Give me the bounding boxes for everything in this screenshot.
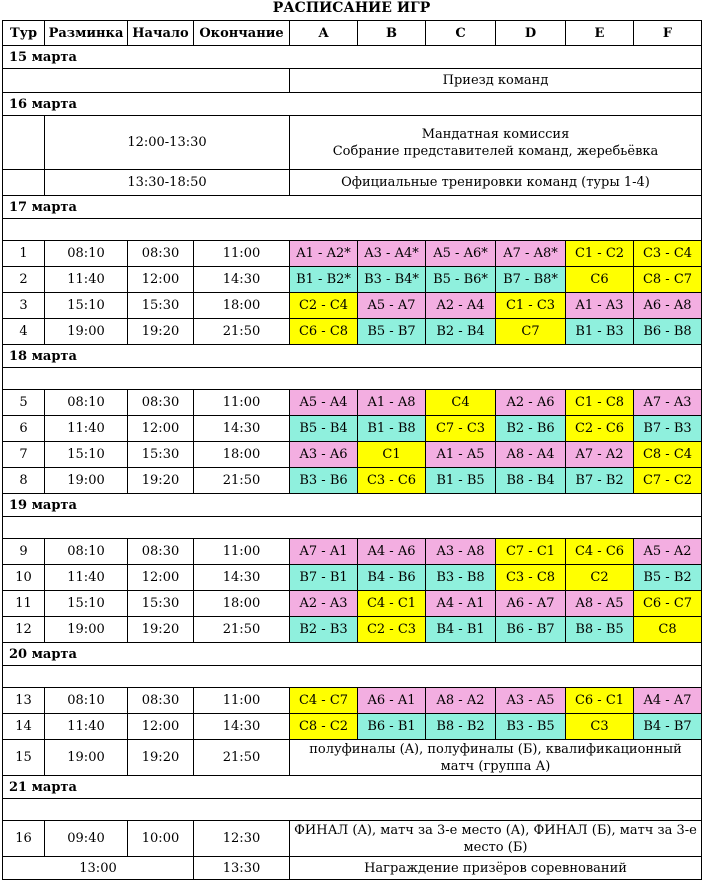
day-date: 16 марта: [3, 93, 702, 116]
game-court-a: C6 - C8: [290, 319, 358, 345]
start-time: 19:20: [128, 740, 194, 776]
day-date: 21 марта: [3, 776, 702, 799]
start-time: 19:20: [128, 468, 194, 494]
round-row: [3, 740, 702, 776]
game-court-c: A3 - A8: [426, 539, 496, 565]
game-court-a: C8 - C2: [290, 714, 358, 740]
warmup-time: 19:00: [45, 468, 128, 494]
game-court-d: B7 - B8*: [496, 267, 566, 293]
round-number: 3: [3, 293, 45, 319]
round-row: [3, 241, 702, 267]
game-court-b: C1: [358, 442, 426, 468]
game-court-b: A1 - A8: [358, 390, 426, 416]
round-number: 7: [3, 442, 45, 468]
spacer-cell: [3, 170, 45, 196]
end-time: 21:50: [194, 319, 290, 345]
spacer-row: [3, 666, 702, 688]
round-row: [3, 390, 702, 416]
game-court-f: A4 - A7: [634, 688, 702, 714]
start-time: 12:00: [128, 714, 194, 740]
game-court-b: B4 - B6: [358, 565, 426, 591]
game-court-e: C6: [566, 267, 634, 293]
game-court-b: B1 - B8: [358, 416, 426, 442]
game-court-d: A3 - A5: [496, 688, 566, 714]
game-court-d: B3 - B5: [496, 714, 566, 740]
game-court-f: B5 - B2: [634, 565, 702, 591]
header-court-d: D: [496, 21, 566, 46]
spacer-cell: [3, 116, 45, 170]
warmup-time: 19:00: [45, 617, 128, 643]
game-court-e: C3: [566, 714, 634, 740]
round-number: 8: [3, 468, 45, 494]
start-time: 08:30: [128, 688, 194, 714]
header-round: Тур: [3, 21, 45, 46]
round-number: 13: [3, 688, 45, 714]
warmup-time: 11:40: [45, 714, 128, 740]
training-time: 13:30-18:50: [45, 170, 290, 196]
round-row: [3, 565, 702, 591]
day-date: 18 марта: [3, 345, 702, 368]
round-row: [3, 688, 702, 714]
game-court-a: C2 - C4: [290, 293, 358, 319]
warmup-time: 11:40: [45, 565, 128, 591]
round-number: 12: [3, 617, 45, 643]
game-court-e: B7 - B2: [566, 468, 634, 494]
header-start: Начало: [128, 21, 194, 46]
warmup-time: 08:10: [45, 390, 128, 416]
award-start-time: 13:00: [3, 857, 194, 880]
end-time: 11:00: [194, 241, 290, 267]
game-court-d: B8 - B4: [496, 468, 566, 494]
round-row: [3, 416, 702, 442]
round-row: [3, 267, 702, 293]
arrival-event: Приезд команд: [290, 69, 702, 93]
game-court-f: C8: [634, 617, 702, 643]
round-number: 6: [3, 416, 45, 442]
game-court-c: A4 - A1: [426, 591, 496, 617]
day-date: 20 марта: [3, 643, 702, 666]
game-court-f: C8 - C4: [634, 442, 702, 468]
game-court-f: B7 - B3: [634, 416, 702, 442]
round-row: [3, 293, 702, 319]
game-court-b: C4 - C1: [358, 591, 426, 617]
round-number: 5: [3, 390, 45, 416]
end-time: 14:30: [194, 416, 290, 442]
game-court-b: B5 - B7: [358, 319, 426, 345]
game-court-d: C7 - C1: [496, 539, 566, 565]
warmup-time: 11:40: [45, 416, 128, 442]
game-court-e: C2: [566, 565, 634, 591]
game-court-b: A6 - A1: [358, 688, 426, 714]
round-row: [3, 442, 702, 468]
game-court-d: B2 - B6: [496, 416, 566, 442]
game-court-b: B6 - B1: [358, 714, 426, 740]
game-court-d: A8 - A4: [496, 442, 566, 468]
round-row: [3, 591, 702, 617]
game-court-c: A8 - A2: [426, 688, 496, 714]
day-date: 17 марта: [3, 196, 702, 219]
game-court-a: A5 - A4: [290, 390, 358, 416]
warmup-time: 09:40: [45, 821, 128, 857]
game-court-c: A5 - A6*: [426, 241, 496, 267]
warmup-time: 08:10: [45, 688, 128, 714]
game-court-c: B1 - B5: [426, 468, 496, 494]
game-court-d: A6 - A7: [496, 591, 566, 617]
round-row: [3, 319, 702, 345]
warmup-time: 08:10: [45, 241, 128, 267]
start-time: 10:00: [128, 821, 194, 857]
game-court-c: B2 - B4: [426, 319, 496, 345]
header-court-e: E: [566, 21, 634, 46]
round-number: 16: [3, 821, 45, 857]
game-court-a: C4 - C7: [290, 688, 358, 714]
day-date: 15 марта: [3, 46, 702, 69]
start-time: 12:00: [128, 565, 194, 591]
game-court-f: C7 - C2: [634, 468, 702, 494]
game-court-e: B8 - B5: [566, 617, 634, 643]
end-time: 21:50: [194, 740, 290, 776]
start-time: 19:20: [128, 617, 194, 643]
start-time: 08:30: [128, 539, 194, 565]
game-court-e: A1 - A3: [566, 293, 634, 319]
award-end-time: 13:30: [194, 857, 290, 880]
end-time: 18:00: [194, 293, 290, 319]
round-number: 9: [3, 539, 45, 565]
game-court-f: C3 - C4: [634, 241, 702, 267]
start-time: 15:30: [128, 442, 194, 468]
schedule-table: [2, 20, 702, 880]
spacer-row: [3, 368, 702, 390]
start-time: 15:30: [128, 591, 194, 617]
game-court-e: C1 - C8: [566, 390, 634, 416]
game-court-e: A8 - A5: [566, 591, 634, 617]
game-court-d: C1 - C3: [496, 293, 566, 319]
spacer-row: [3, 799, 702, 821]
round-event: ФИНАЛ (A), матч за 3-е место (A), ФИНАЛ (Б), матч за 3-е место (Б): [290, 821, 702, 857]
game-court-b: A4 - A6: [358, 539, 426, 565]
game-court-f: A6 - A8: [634, 293, 702, 319]
game-court-e: C2 - C6: [566, 416, 634, 442]
game-court-d: C3 - C8: [496, 565, 566, 591]
start-time: 15:30: [128, 293, 194, 319]
game-court-c: B4 - B1: [426, 617, 496, 643]
spacer-row: [3, 517, 702, 539]
spacer-cell: [3, 69, 290, 93]
game-court-b: A5 - A7: [358, 293, 426, 319]
round-row: [3, 468, 702, 494]
game-court-a: A7 - A1: [290, 539, 358, 565]
end-time: 21:50: [194, 468, 290, 494]
commission-line-1: Мандатная комиссия: [421, 126, 570, 142]
game-court-a: B1 - B2*: [290, 267, 358, 293]
award-event: Награждение призёров соревнований: [290, 857, 702, 880]
game-court-c: B3 - B8: [426, 565, 496, 591]
game-court-f: C8 - C7: [634, 267, 702, 293]
warmup-time: 08:10: [45, 539, 128, 565]
round-event: полуфиналы (A), полуфиналы (Б), квалификационный матч (группа А): [290, 740, 702, 776]
game-court-d: C7: [496, 319, 566, 345]
game-court-e: B1 - B3: [566, 319, 634, 345]
commission-line-2: Собрание представителей команд, жеребьёвка: [332, 143, 659, 159]
game-court-f: A7 - A3: [634, 390, 702, 416]
game-court-a: B7 - B1: [290, 565, 358, 591]
round-number: 2: [3, 267, 45, 293]
game-court-e: C4 - C6: [566, 539, 634, 565]
commission-time: 12:00-13:30: [45, 116, 290, 170]
game-court-e: C1 - C2: [566, 241, 634, 267]
spacer-row: [3, 219, 702, 241]
header-court-c: C: [426, 21, 496, 46]
end-time: 11:00: [194, 688, 290, 714]
header-court-a: A: [290, 21, 358, 46]
game-court-c: B8 - B2: [426, 714, 496, 740]
game-court-e: A7 - A2: [566, 442, 634, 468]
round-number: 14: [3, 714, 45, 740]
warmup-time: 15:10: [45, 442, 128, 468]
game-court-f: A5 - A2: [634, 539, 702, 565]
round-number: 1: [3, 241, 45, 267]
game-court-d: A2 - A6: [496, 390, 566, 416]
game-court-f: C6 - C7: [634, 591, 702, 617]
game-court-a: B3 - B6: [290, 468, 358, 494]
game-court-a: B2 - B3: [290, 617, 358, 643]
header-row: [3, 21, 702, 46]
end-time: 11:00: [194, 539, 290, 565]
warmup-time: 15:10: [45, 591, 128, 617]
game-court-a: A2 - A3: [290, 591, 358, 617]
start-time: 08:30: [128, 241, 194, 267]
game-court-b: C2 - C3: [358, 617, 426, 643]
start-time: 19:20: [128, 319, 194, 345]
game-court-b: B3 - B4*: [358, 267, 426, 293]
game-court-b: C3 - C6: [358, 468, 426, 494]
round-row: [3, 539, 702, 565]
commission-event: [290, 116, 702, 170]
game-court-a: A1 - A2*: [290, 241, 358, 267]
day-date: 19 марта: [3, 494, 702, 517]
award-row: [3, 857, 702, 880]
start-time: 08:30: [128, 390, 194, 416]
end-time: 14:30: [194, 565, 290, 591]
round-number: 4: [3, 319, 45, 345]
game-court-c: A2 - A4: [426, 293, 496, 319]
header-warmup: Разминка: [45, 21, 128, 46]
end-time: 18:00: [194, 591, 290, 617]
end-time: 18:00: [194, 442, 290, 468]
end-time: 14:30: [194, 714, 290, 740]
warmup-time: 19:00: [45, 319, 128, 345]
game-court-a: A3 - A6: [290, 442, 358, 468]
start-time: 12:00: [128, 267, 194, 293]
start-time: 12:00: [128, 416, 194, 442]
game-court-c: B5 - B6*: [426, 267, 496, 293]
warmup-time: 19:00: [45, 740, 128, 776]
round-row: [3, 714, 702, 740]
training-event: Официальные тренировки команд (туры 1-4): [290, 170, 702, 196]
round-number: 10: [3, 565, 45, 591]
game-court-a: B5 - B4: [290, 416, 358, 442]
warmup-time: 11:40: [45, 267, 128, 293]
end-time: 12:30: [194, 821, 290, 857]
end-time: 11:00: [194, 390, 290, 416]
game-court-c: C4: [426, 390, 496, 416]
end-time: 14:30: [194, 267, 290, 293]
header-end: Окончание: [194, 21, 290, 46]
game-court-f: B6 - B8: [634, 319, 702, 345]
end-time: 21:50: [194, 617, 290, 643]
round-number: 11: [3, 591, 45, 617]
schedule-title: РАСПИСАНИЕ ИГР: [272, 0, 431, 16]
warmup-time: 15:10: [45, 293, 128, 319]
game-court-b: A3 - A4*: [358, 241, 426, 267]
game-court-c: C7 - C3: [426, 416, 496, 442]
header-court-b: B: [358, 21, 426, 46]
game-court-e: C6 - C1: [566, 688, 634, 714]
round-number: 15: [3, 740, 45, 776]
game-court-c: A1 - A5: [426, 442, 496, 468]
game-court-d: B6 - B7: [496, 617, 566, 643]
game-court-d: A7 - A8*: [496, 241, 566, 267]
game-court-f: B4 - B7: [634, 714, 702, 740]
header-court-f: F: [634, 21, 702, 46]
round-row: [3, 821, 702, 857]
round-row: [3, 617, 702, 643]
